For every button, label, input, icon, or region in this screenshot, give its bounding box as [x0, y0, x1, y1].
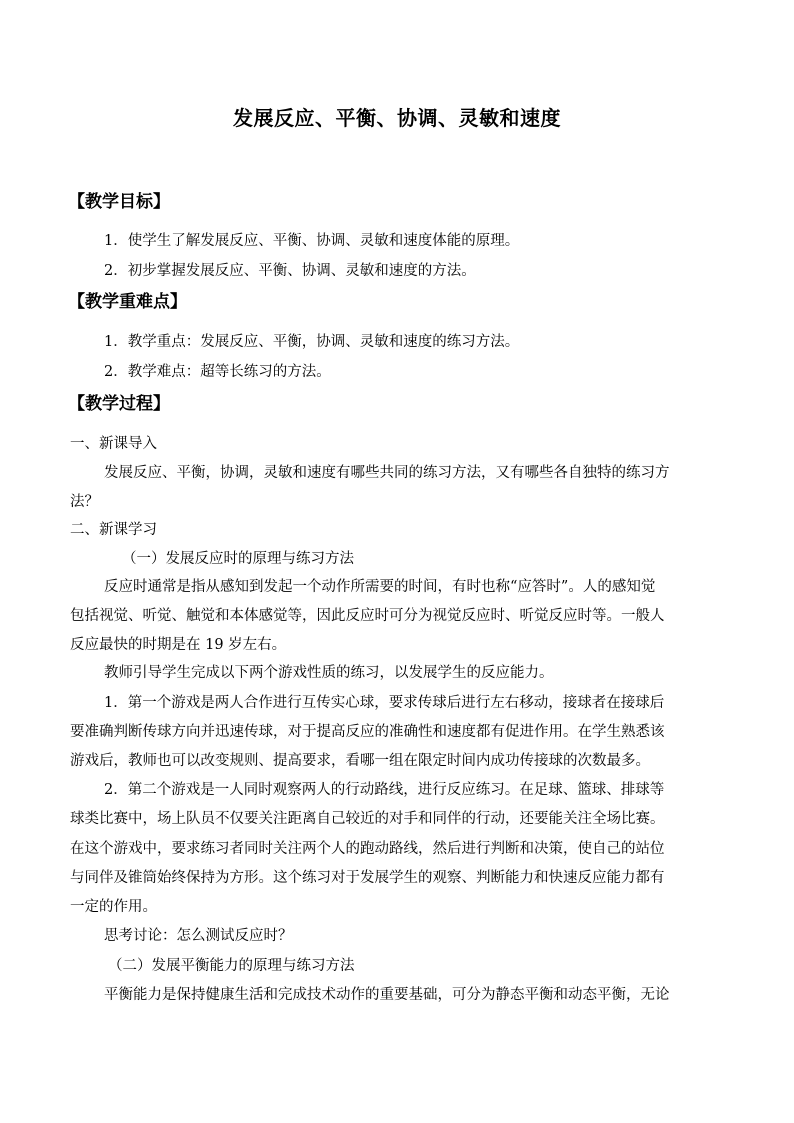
page-title: 发展反应、平衡、协调、灵敏和速度 — [233, 106, 561, 130]
subsection-heading-intro: 一、新课导入 — [70, 436, 157, 452]
goal-item-2: 2．初步掌握发展反应、平衡、协调、灵敏和速度的方法。 — [104, 263, 476, 279]
key-point-item-2: 2．教学难点：超等长练习的方法。 — [104, 364, 331, 380]
section-heading-key-points: 【教学重难点】 — [68, 292, 187, 312]
paragraph-line: 发展反应、平衡，协调，灵敏和速度有哪些共同的练习方法，又有哪些各自独特的练习方 — [104, 465, 670, 481]
paragraph-line: 与同伴及锥筒始终保持为方形。这个练习对于发展学生的观察、判断能力和快速反应能力都有 — [70, 870, 665, 886]
paragraph-line: 游戏后，教师也可以改变规则、提高要求，看哪一组在限定时间内成功传接球的次数最多。 — [70, 753, 650, 769]
paragraph-line: 1．第一个游戏是两人合作进行互传实心球，要求传球后进行左右移动，接球者在接球后 — [104, 695, 665, 711]
paragraph-line: 反应时通常是指从感知到发起一个动作所需要的时间，有时也称“应答时”。人的感知觉 — [104, 579, 656, 595]
subheading-reaction-time: （一）发展反应时的原理与练习方法 — [122, 551, 354, 567]
paragraph-line: 法？ — [70, 494, 99, 510]
paragraph-line: 一定的作用。 — [70, 899, 157, 915]
paragraph-line: 平衡能力是保持健康生活和完成技术动作的重要基础，可分为静态平衡和动态平衡，无论 — [104, 987, 670, 1003]
subheading-balance: （二）发展平衡能力的原理与练习方法 — [108, 958, 355, 974]
discussion-prompt: 思考讨论：怎么测试反应时？ — [104, 928, 293, 944]
section-heading-process: 【教学过程】 — [68, 394, 170, 414]
paragraph-line: 包括视觉、听觉、触觉和本体感觉等，因此反应时可分为视觉反应时、听觉反应时等。一般人 — [70, 608, 665, 624]
paragraph-line: 反应最快的时期是在 19 岁左右。 — [70, 637, 287, 653]
paragraph-line: 教师引导学生完成以下两个游戏性质的练习，以发展学生的反应能力。 — [104, 665, 554, 681]
paragraph-line: 球类比赛中，场上队员不仅要关注距离自己较近的对手和同伴的行动，还要能关注全场比赛。 — [70, 811, 665, 827]
subsection-heading-new-lesson: 二、新课学习 — [70, 522, 157, 538]
paragraph-line: 在这个游戏中，要求练习者同时关注两个人的跑动路线，然后进行判断和决策，使自己的站位 — [70, 841, 665, 857]
section-heading-goals: 【教学目标】 — [68, 192, 170, 212]
goal-item-1: 1．使学生了解发展反应、平衡、协调、灵敏和速度体能的原理。 — [104, 233, 520, 249]
paragraph-line: 要准确判断传球方向并迅速传球，对于提高反应的准确性和速度都有促进作用。在学生熟悉该 — [70, 724, 665, 740]
key-point-item-1: 1．教学重点：发展反应、平衡，协调、灵敏和速度的练习方法。 — [104, 334, 520, 350]
paragraph-line: 2．第二个游戏是一人同时观察两人的行动路线，进行反应练习。在足球、篮球、排球等 — [104, 782, 665, 798]
